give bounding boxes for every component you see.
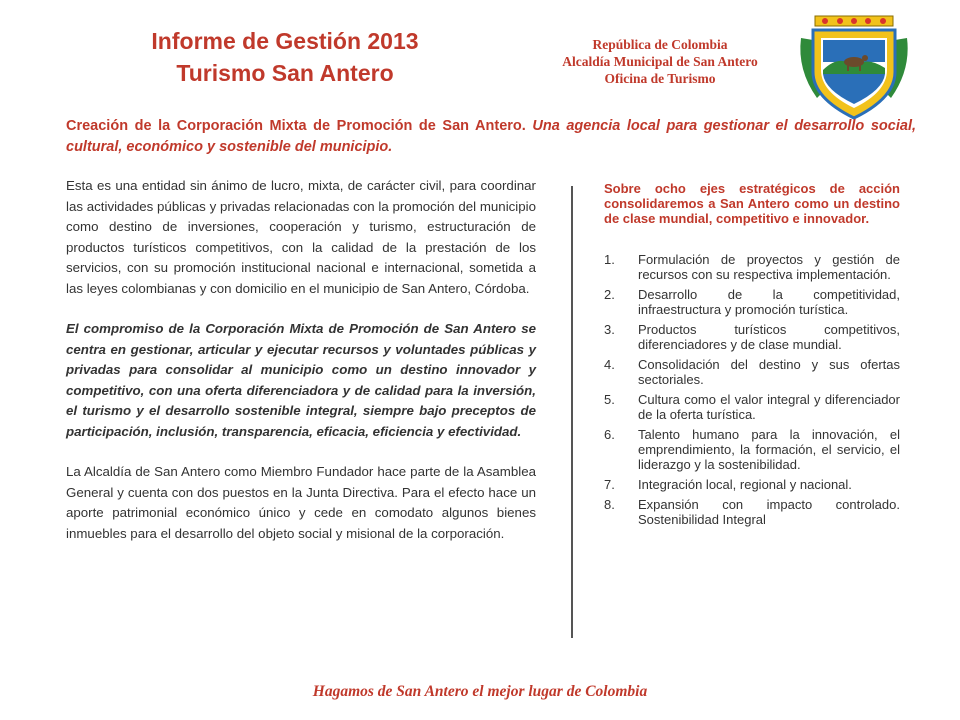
gov-line-municipality: Alcaldía Municipal de San Antero	[562, 54, 758, 69]
list-item: 5. Cultura como el valor integral y diferenciador de la oferta turística.	[604, 392, 900, 422]
list-item: 8. Expansión con impacto controlado. Sostenibilidad Integral	[604, 497, 900, 527]
government-header	[520, 36, 800, 87]
right-column	[604, 181, 900, 532]
report-title	[110, 26, 460, 90]
paragraph-entity: Esta es una entidad sin ánimo de lucro, mixta, de carácter civil, para coordinar las actividades públicas y privadas relacionadas con la promoción del municipio como destino de inversiones, cooperación y turismo, estructuración de productos turísticos competitivos, con la calidad de la prestación de los servicios, con su promoción institucional nacional e internacional, sometida a las leyes colombianas y con domicilio en el municipio de San Antero, Córdoba.	[66, 178, 536, 296]
axes-intro: Sobre ocho ejes estratégicos de acción consolidaremos a San Antero como un destino de clase mundial, competitivo e innovador.	[604, 181, 900, 226]
list-item: 4. Consolidación del destino y sus ofertas sectoriales.	[604, 357, 900, 387]
subtitle	[66, 116, 916, 158]
left-column	[66, 176, 536, 560]
column-divider	[571, 186, 573, 638]
paragraph-commitment: El compromiso de la Corporación Mixta de Promoción de San Antero se centra en gestionar, articular y ejecutar recursos y voluntades públicas y privadas para consolidar al municipio como un destino innovador y competitivo, con una oferta diferenciadora y de calidad para la inversión, el turismo y el desarrollo sostenible integral, siempre bajo preceptos de participación, inclusión, transparencia, eficacia, eficiencia y efectividad.	[66, 321, 536, 439]
paragraph-founder: La Alcaldía de San Antero como Miembro Fundador hace parte de la Asamblea General y cuenta con dos puestos en la Junta Directiva. Para el efecto hace un aporte patrimonial económico único y cede en comodato algunos bienes inmuebles para el desarrollo del objeto social y misional de la corporación.	[66, 464, 536, 541]
list-item: 3. Productos turísticos competitivos, diferenciadores y de clase mundial.	[604, 322, 900, 352]
gov-line-country: República de Colombia	[592, 37, 728, 52]
footer-slogan: Hagamos de San Antero el mejor lugar de Colombia	[312, 683, 648, 700]
list-item: 7. Integración local, regional y nacional.	[604, 477, 852, 492]
list-item: 2. Desarrollo de la competitividad, infraestructura y promoción turística.	[604, 287, 900, 317]
list-item: 6. Talento humano para la innovación, el emprendimiento, la formación, el servicio, el liderazgo y la sostenibilidad.	[604, 427, 900, 472]
list-item: 1. Formulación de proyectos y gestión de recursos con su respectiva implementación.	[604, 252, 900, 282]
title-line-1: Informe de Gestión 2013	[151, 28, 419, 54]
subtitle-italic: Una agencia local para gestionar el desarrollo social, cultural, económico y sostenible del municipio.	[66, 118, 916, 155]
subtitle-bold: Creación de la Corporación Mixta de Promoción de San Antero.	[66, 118, 526, 134]
municipal-coat-of-arms-icon	[795, 10, 913, 122]
title-line-2: Turismo San Antero	[176, 60, 394, 86]
strategic-axes-list	[604, 252, 900, 527]
gov-line-office: Oficina de Turismo	[604, 71, 716, 86]
